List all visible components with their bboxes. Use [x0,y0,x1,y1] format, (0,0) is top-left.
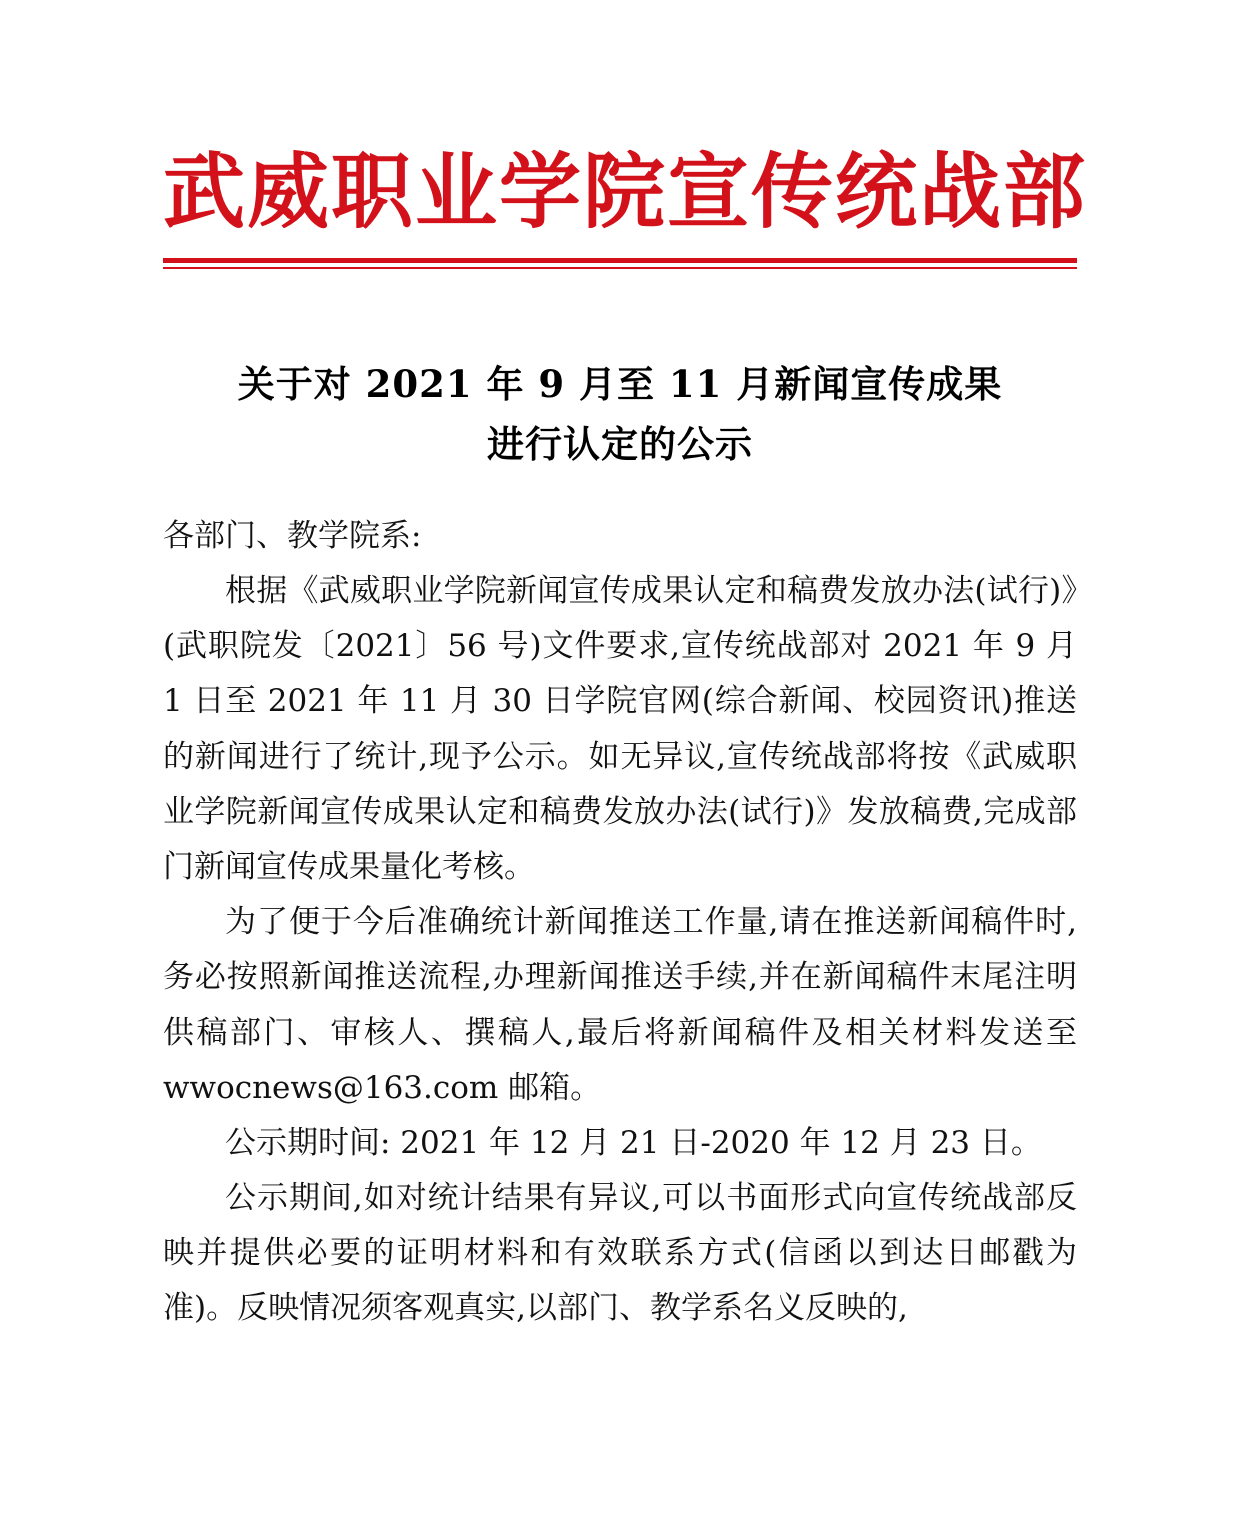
page-title-line-1: 关于对 2021 年 9 月至 11 月新闻宣传成果 [237,362,1003,407]
body-paragraph-2: 为了便于今后准确统计新闻推送工作量,请在推送新闻稿件时,务必按照新闻推送流程,办理新闻推送手续,并在新闻稿件末尾注明供稿部门、审核人、撰稿人,最后将新闻稿件及相关材料发送至 wwocnews@163.com 邮箱。 [163,904,1077,1106]
letterhead-rule-thick [163,258,1077,263]
letterhead-rule-thin [163,267,1077,269]
notice-period: 公示期时间: 2021 年 12 月 21 日-2020 年 12 月 23 日。 [225,1124,1042,1161]
body-paragraph-4: 公示期间,如对统计结果有异议,可以书面形式向宣传统战部反映并提供必要的证明材料和有效联系方式(信函以到达日邮戳为准)。反映情况须客观真实,以部门、教学系名义反映的, [163,1180,1077,1327]
body-paragraph-1: 根据《武威职业学院新闻宣传成果认定和稿费发放办法(试行)》(武职院发〔2021〕56 号)文件要求,宣传统战部对 2021 年 9 月 1 日至 2021 年 11 月 30 日学院官网(综合新闻、校园资讯)推送的新闻进行了统计,现予公示。如无异议,宣传统战部将按《武威职业学院新闻宣传成果认定和稿费发放办法(试行)》发放稿费,完成部门新闻宣传成果量化考核。 [163,573,1077,885]
organization-name: 武威职业学院宣传统战部 [163,145,1088,240]
document-body [163,509,1077,1337]
page-title [163,355,1077,475]
letterhead [163,0,1088,269]
salutation: 各部门、教学院系: [163,517,422,554]
page-title-line-2: 进行认定的公示 [487,422,753,467]
letterhead-rules [163,258,1077,269]
